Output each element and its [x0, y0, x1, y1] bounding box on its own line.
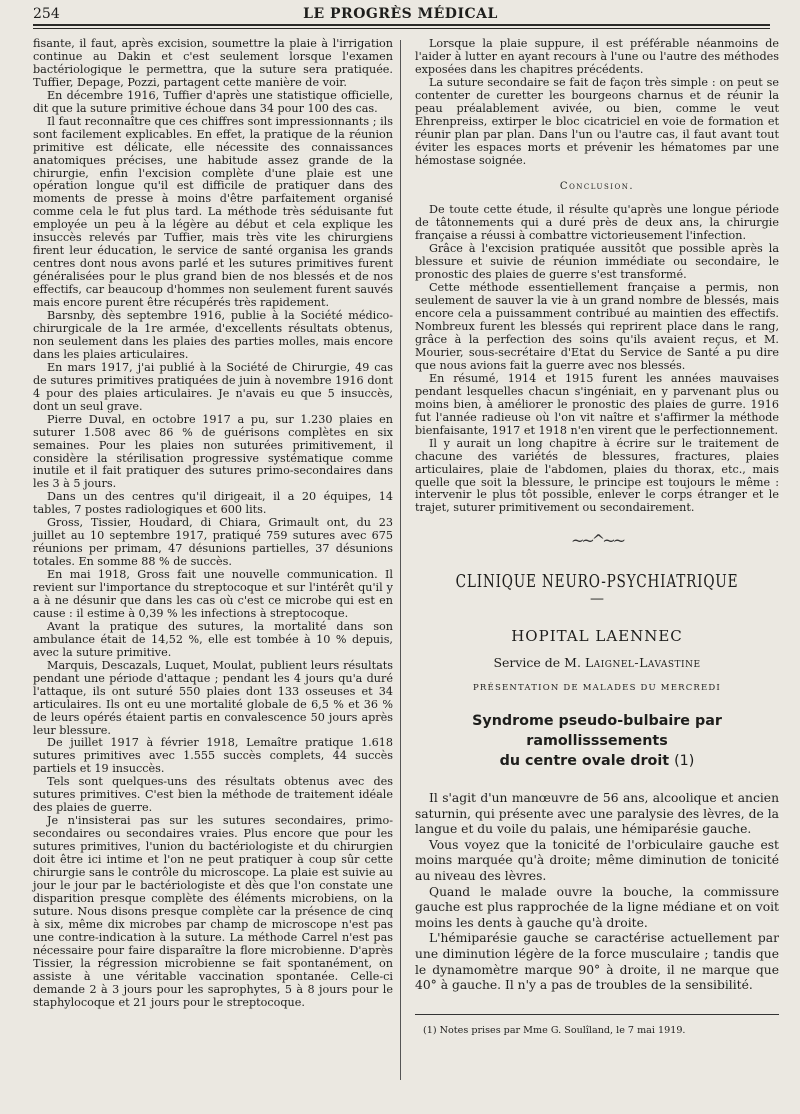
paragraph: Tels sont quelques-uns des résultats obtenus avec des sutures primitives. C'est bien la méthode de traitement idéale des plaies de guerre.	[33, 775, 393, 815]
section-flourish: ~~^~~	[570, 531, 624, 551]
page-number: 254	[33, 6, 60, 22]
header-rule-thick	[33, 24, 770, 26]
paragraph: En résumé, 1914 et 1915 furent les années mauvaises pendant lesquelles chacun s'ingéniait, en y parvenant plus ou moins bien, à améliorer le pronostic des plaies de gurre. 1916 fut l'année radieuse où l'on vit naître et s'affirmer la méthode bienfaisante, 1917 et 1918 n'en virent que le perfectionnement.	[415, 371, 779, 437]
service-name: Laignel-Lavastine	[584, 655, 701, 671]
paragraph: Grâce à l'excision pratiquée aussitôt que possible après la blessure et suivie de réunion immédiate ou secondaire, le pronostic des plaies de guerre s'est transformé.	[415, 242, 779, 282]
left-column	[33, 38, 393, 1009]
paragraph: L'hémiparésie gauche se caractérise actuellement par une diminution légère de la force musculaire ; tandis que le dynamomètre marque 90° à droite, il ne marque que 40° à gauche. Il n'y a pas de troubles de la sensibilité.	[415, 931, 779, 993]
service-line	[415, 657, 779, 670]
paragraph: Il faut reconnaître que ces chiffres sont impressionnants ; ils sont facilement explicables. En effet, la pratique de la réunion primitive est délicate, elle nécessite des connaissances anatomiques précises, une habitude assez grande de la chirurgie, enfin l'excision complète d'une plaie est une opération longue qu'il est difficile de pratiquer dans des moments de presse à moins d'être parfaitement organisé comme cela le fut plus tard. La méthode très séduisante fut employée un peu à la légère au début et cela explique les insuccès relevés par Tuffier, mais très vite les chirurgiens firent leur éducation, le service de santé organisa les grands centres dont nous avons parlé et les sutures primitives furent généralisées pour le plus grand bien de nos blessés et de nos effectifs, car beaucoup d'hommes non seulement furent sauvés mais encore purent être récupérés très rapidement.	[33, 114, 393, 310]
page-header	[33, 6, 768, 26]
paragraph: En décembre 1916, Tuffier d'après une statistique officielle, dit que la suture primitive échoue dans 34 pour 100 des cas.	[33, 88, 393, 115]
presentation-line: PRÉSENTATION DE MALADES DU MERCREDI	[473, 683, 721, 694]
paragraph: Vous voyez que la tonicité de l'orbiculaire gauche est moins marquée qu'à droite; même diminution de tonicité au niveau des lèvres.	[415, 837, 779, 884]
paragraph: En mars 1917, j'ai publié à la Société de Chirurgie, 49 cas de sutures primitives pratiquées de juin à novembre 1916 dont 4 pour des plaies articulaires. Je n'avais eu que 5 insuccès, dont un seul grave.	[33, 360, 393, 413]
article-body	[415, 791, 779, 994]
paragraph: Lorsque la plaie suppure, il est préférable néanmoins de l'aider à lutter en ayant recours à l'une ou l'autre des méthodes exposées dans les chapitres précédents.	[415, 37, 779, 76]
paragraph: fisante, il faut, après excision, soumettre la plaie à l'irrigation continue au Dakin et c'est seulement lorsque l'examen bactériologique le permettra, que la suture sera pratiquée. Tuffier, Depage, Pozzi, partagent cette manière de voir.	[33, 37, 393, 89]
paragraph: La suture secondaire se fait de façon très simple : on peut se contenter de curetter les bourgeons charnus et de réunir la peau préalablement avivée, ou bien, comme le veut Ehrenpreiss, extirper le bloc cicatriciel en voie de formation et réunir plan par plan. Dans l'un ou l'autre cas, il faut avant tout éviter les espaces morts et prévenir les hématomes par une hémostase soignée.	[415, 75, 779, 167]
right-column	[415, 38, 779, 1038]
service-prefix: Service de M.	[493, 655, 581, 671]
paragraph: Barsnby, dès septembre 1916, publie à la Société médico-chirurgicale de la 1re armée, d'excellents résultats obtenus, non seulement dans les plaies des parties molles, mais encore dans les plaies articulaires.	[33, 309, 393, 361]
article-title	[415, 711, 779, 771]
paragraph: Je n'insisterai pas sur les sutures secondaires, primo-secondaires ou secondaires vraies. Plus encore que pour les sutures primitives, l'union du bactériologiste et du chirurgien doit être ici intime et l'on ne peut pratiquer à coup sûr cette chirurgie sans le contrôle du microscope. La plaie est suivie au jour le jour par le bactériologiste et dès que l'on constate une disparition presque complète des éléments microbiens, on la suture. Nous disons presque complète car la présence de cinq à six, même dix microbes par champ de microscope n'est pas une contre-indication à la suture. La méthode Carrel n'est pas nécessaire pour faire disparaître la flore microbienne. D'après Tissier, la régression microbienne se fait spontanément, on assiste à une véritable vaccination spontanée. Celle-ci demande 2 à 3 jours pour les saprophytes, 5 à 8 jours pour le staphylocoque et 21 jours pour le streptocoque.	[33, 814, 393, 1009]
section-title: CLINIQUE NEURO-PSYCHIATRIQUE	[455, 572, 739, 593]
paragraph: De juillet 1917 à février 1918, Lemaître pratique 1.618 sutures primitives avec 1.555 succès complets, 44 succès partiels et 19 insuccès.	[33, 736, 393, 776]
paragraph: Quand le malade ouvre la bouche, la commissure gauche est plus rapprochée de la ligne médiane et on voit moins les dents à gauche qu'à droite.	[415, 884, 779, 930]
paragraph: Pierre Duval, en octobre 1917 a pu, sur 1.230 plaies en suturer 1.508 avec 86 % de guérisons complètes en six semaines. Pour les plaies non suturées primitivement, il considère la stérilisation progressive systématique comme inutile et il fait pratiquer des sutures primo-secondaires dans les 3 à 5 jours.	[33, 412, 393, 491]
journal-title: LE PROGRÈS MÉDICAL	[303, 6, 498, 22]
paragraph: Avant la pratique des sutures, la mortalité dans son ambulance était de 14,52 %, elle est tombée à 10 % depuis, avec la suture primitive.	[33, 619, 393, 659]
footnote: (1) Notes prises par Mme G. Soulîland, le 7 mai 1919.	[423, 1024, 686, 1036]
paragraph: Gross, Tissier, Houdard, di Chiara, Grimault ont, du 23 juillet au 10 septembre 1917, pratiqué 759 sutures avec 675 réunions per primam, 47 désunions partielles, 37 désunions totales. En somme 88 % de succès.	[33, 516, 393, 569]
article-title-line1: Syndrome pseudo-bulbaire par ramollisssements	[472, 713, 722, 750]
conclusion-heading: Conclusion.	[559, 180, 635, 192]
paragraph: Cette méthode essentiellement française a permis, non seulement de sauver la vie à un grand nombre de blessés, mais encore cela a puissamment contribué au maintien des effectifs. Nombreux furent les blessés qui reprirent place dans le rang, grâce à la perfection des soins qu'ils avaient reçus, et M. Mourier, sous-secrétaire d'Etat du Service de Santé a pu dire que nous avions fait la guerre avec nos blessés.	[415, 281, 779, 372]
paragraph: Marquis, Descazals, Luquet, Moulat, publient leurs résultats pendant une période d'attaque ; pendant les 4 jours qu'a duré l'attaque, ils ont suturé 550 plaies dont 133 osseuses et 34 articulaires. Ils ont eu une mortalité globale de 6,5 % et 36 % de leurs opérés étaient partis en convalescence 50 jours après leur blessure.	[33, 658, 393, 737]
header-rule-thin	[33, 28, 770, 29]
paragraph: En mai 1918, Gross fait une nouvelle communication. Il revient sur l'importance du streptocoque et sur l'intérêt qu'il y a à ne désunir que dans les cas où c'est ce microbe qui est en cause : il estime à 0,39 % les infections à streptocoque.	[33, 568, 393, 620]
paragraph: De toute cette étude, il résulte qu'après une longue période de tâtonnements qui a duré près de deux ans, la chirurgie française a réussi à combattre victorieusement l'infection.	[415, 203, 779, 243]
paragraph: Dans un des centres qu'il dirigeait, il a 20 équipes, 14 tables, 7 postes radiologiques et 600 lits.	[33, 490, 393, 517]
footnote-rule	[415, 1014, 779, 1015]
article-title-note: (1)	[674, 753, 695, 770]
paragraph: Il y aurait un long chapitre à écrire sur le traitement de chacune des variétés de blessures, fractures, plaies articulaires, plaie de l'abdomen, plaies du thorax, etc., mais quelle que soit la blessure, le principe est toujours le même : intervenir le plus tôt possible, enlever le corps étranger et le trajet, suturer primitivement ou secondairement.	[415, 436, 779, 515]
paragraph: Il s'agit d'un manœuvre de 56 ans, alcoolique et ancien saturnin, qui présente avec une paralysie des lèvres, de la langue et du voile du palais, une hémiparésie gauche.	[415, 791, 779, 837]
article-title-line2: du centre ovale droit	[499, 753, 670, 770]
hospital-name: HOPITAL LAENNEC	[511, 627, 683, 646]
column-separator	[400, 40, 401, 1080]
article-title-line2-wrap	[415, 751, 779, 771]
section-dash: —	[590, 591, 604, 608]
